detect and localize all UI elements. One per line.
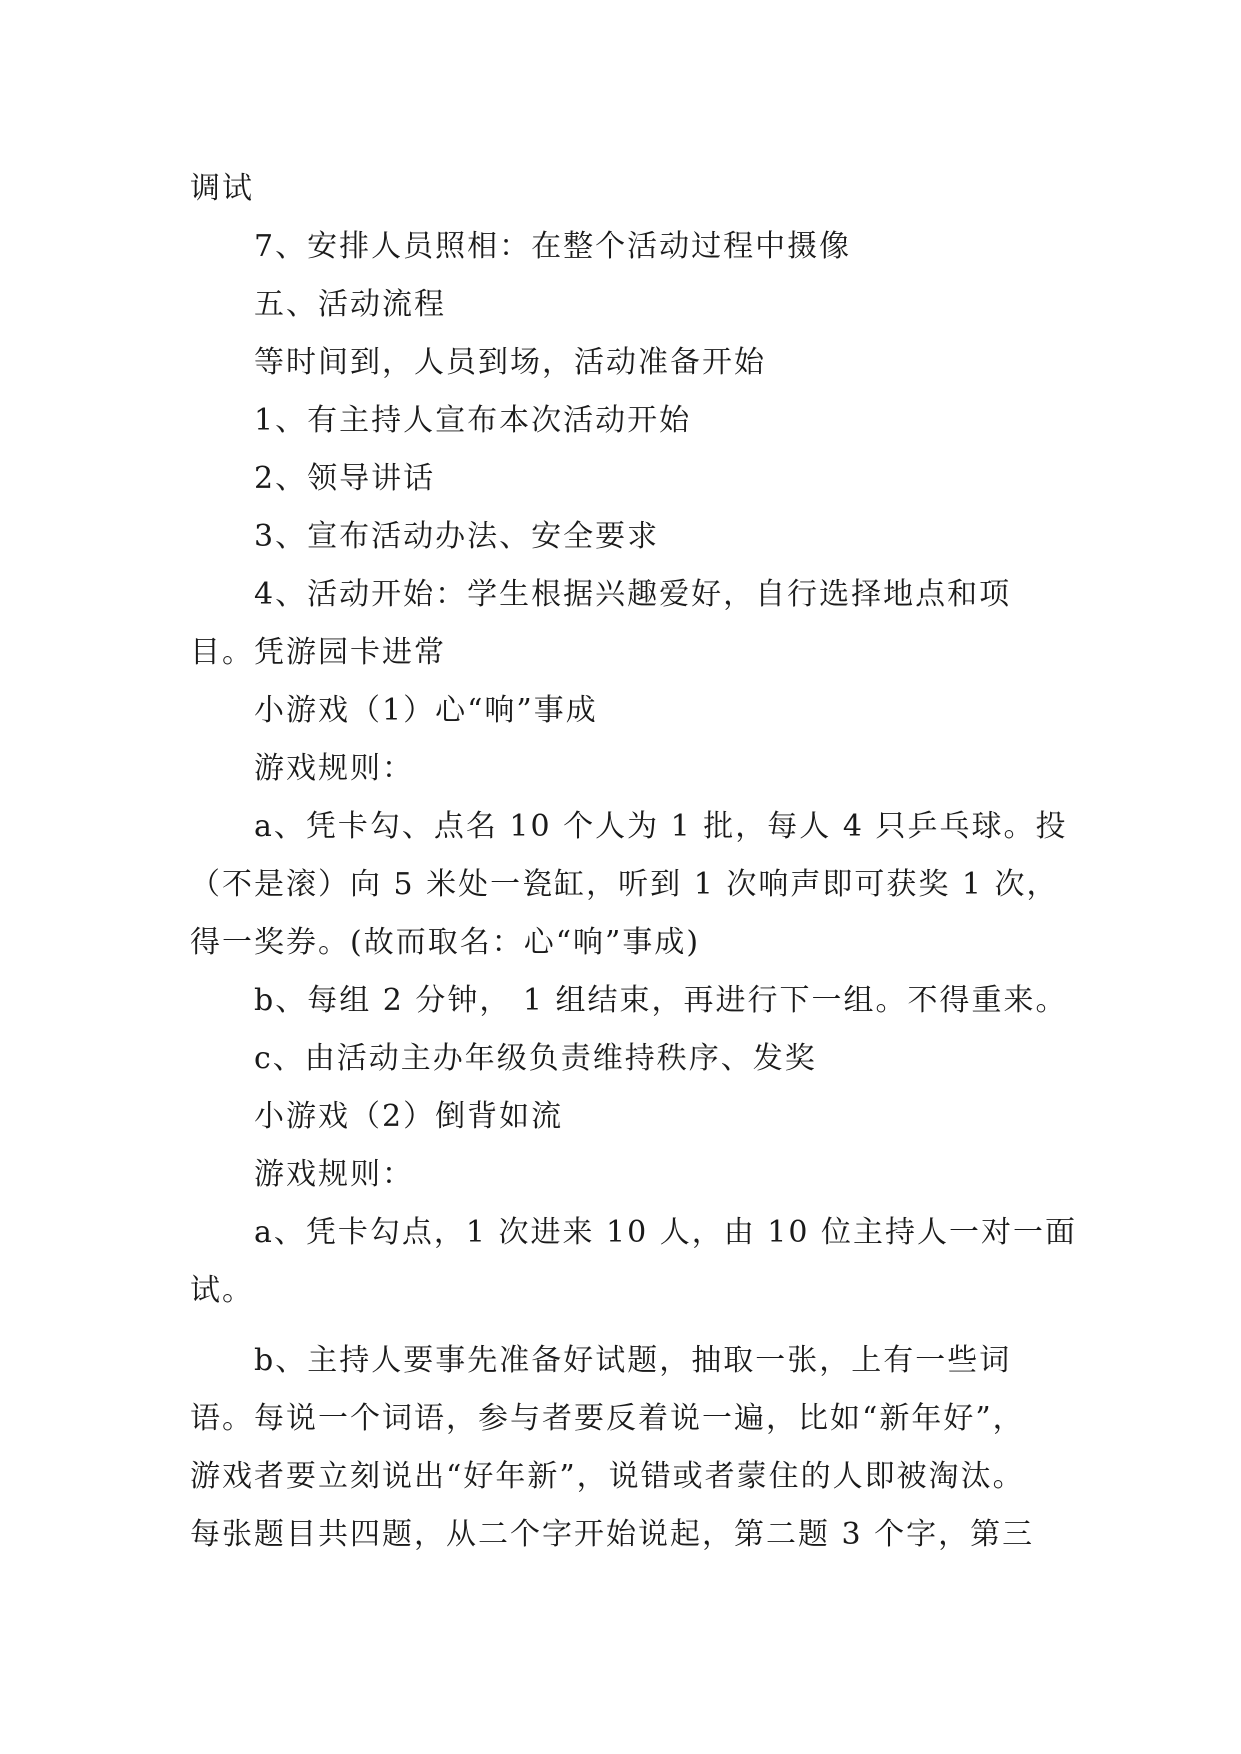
list-item: 3、宣布活动办法、安全要求 (254, 519, 660, 554)
text-line: 调试 (190, 171, 254, 206)
text-line: 试。 (190, 1273, 254, 1308)
text-line: 语。每说一个词语，参与者要反着说一遍，比如“新年好”， (190, 1401, 1025, 1436)
game-title: 小游戏（1）心“响”事成 (254, 693, 598, 728)
rule-item: c、由活动主办年级负责维持秩序、发奖 (254, 1041, 817, 1076)
document-body (190, 160, 1078, 1564)
list-item: 2、领导讲话 (254, 461, 436, 496)
list-item: 1、有主持人宣布本次活动开始 (254, 403, 692, 438)
list-item: 4、活动开始：学生根据兴趣爱好，自行选择地点和项 (254, 577, 1012, 612)
rule-item: b、每组 2 分钟， 1 组结束，再进行下一组。不得重来。 (254, 983, 1068, 1018)
section-heading: 五、活动流程 (254, 287, 446, 322)
list-item: 7、安排人员照相：在整个活动过程中摄像 (254, 229, 852, 264)
paragraph: 等时间到，人员到场，活动准备开始 (254, 345, 766, 380)
text-line: 目。凭游园卡进常 (190, 635, 446, 670)
text-line: 游戏者要立刻说出“好年新”，说错或者蒙住的人即被淘汰。 (190, 1459, 1025, 1494)
text-line: 每张题目共四题，从二个字开始说起，第二题 3 个字，第三 (190, 1517, 1035, 1552)
rule-item: a、凭卡勾、点名 10 个人为 1 批，每人 4 只乒乓球。投 (254, 809, 1068, 844)
rule-item: a、凭卡勾点，1 次进来 10 人，由 10 位主持人一对一面 (254, 1215, 1078, 1250)
rules-heading: 游戏规则： (254, 751, 414, 786)
game-title: 小游戏（2）倒背如流 (254, 1099, 564, 1134)
rule-item: b、主持人要事先准备好试题，抽取一张，上有一些词 (254, 1343, 1012, 1378)
text-line: 得一奖券。(故而取名：心“响”事成) (190, 925, 701, 960)
text-line: （不是滚）向 5 米处一瓷缸，听到 1 次响声即可获奖 1 次， (190, 867, 1059, 902)
rules-heading: 游戏规则： (254, 1157, 414, 1192)
